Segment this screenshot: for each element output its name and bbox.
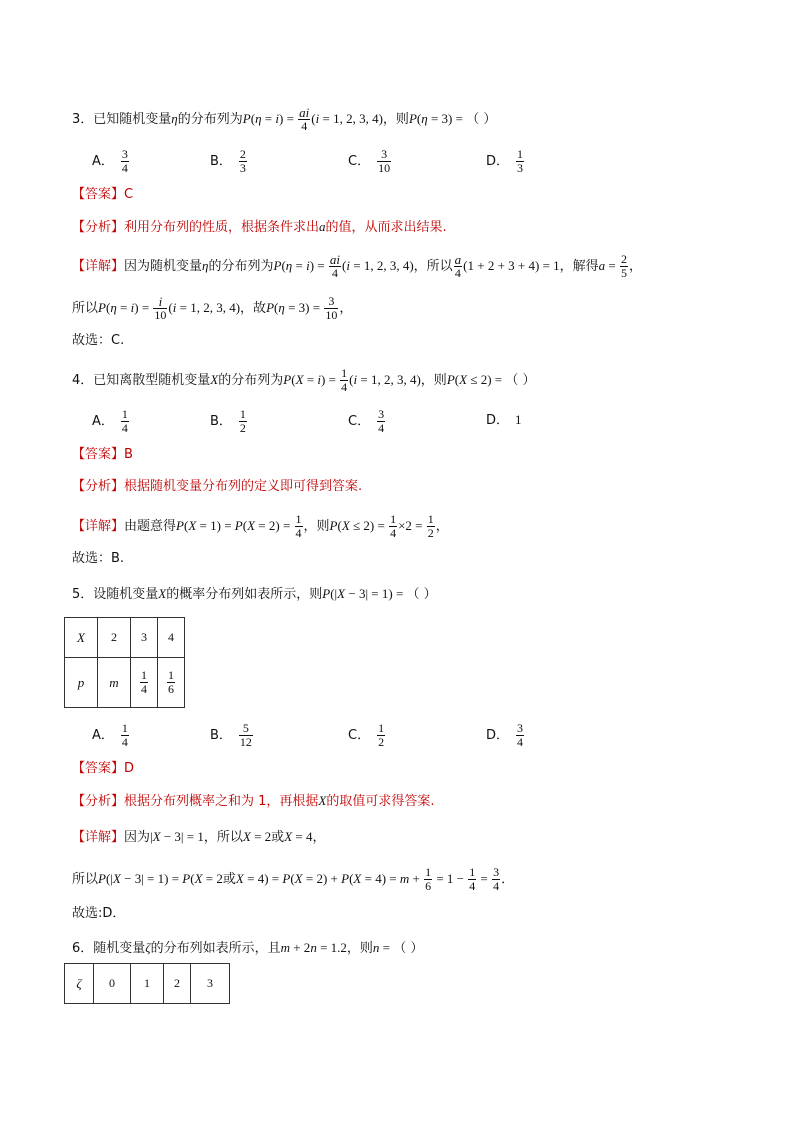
q3-conclusion: 故选：C. [72,333,125,348]
q4-detail: 【详解】由题意得P(X = 1) = P(X = 2) = $\frac{1}{4}$ ，则P(X ≤ 2) = $\frac{1}{4}$ ×2 = $\frac{1}{2}$ ， [72,512,449,540]
q5-option-a[interactable]: A． $\frac{1}{4}$ [92,721,128,749]
q5-distribution-table [64,617,185,708]
q5-detail-line2: 所以P(|X − 3| = 1) = P(X = 2或X = 4) = P(X = 2) + P(X = 4) = m + $\frac{1}{6}$ = 1 − $\frac{1}{4}$ = $\frac{3}{4}$ ． [72,865,515,893]
q6-distribution-table [64,963,230,1004]
q4-conclusion: 故选：B. [72,551,125,566]
q3-detail-line2: 所以P(η = i) = $\frac{i}{10}$ (i = 1, 2, 3, 4)，故P(η = 3) = $\frac{3}{10}$ ， [72,294,353,322]
q5-stem: 5．设随机变量X的概率分布列如表所示，则P(|X − 3| = 1) = （ ） [72,586,437,602]
q5-option-b[interactable]: B． $\frac{5}{12}$ [210,721,252,749]
q4-option-d[interactable]: D． 1 [486,412,522,428]
q5-analysis: 【分析】根据分布列概率之和为 1，再根据X的取值可求得答案. [72,793,435,809]
q6-stem: 6．随机变量ζ的分布列如表所示，且m + 2n = 1.2，则n = （ ） [72,940,424,956]
q5-conclusion: 故选:D． [72,906,126,921]
q3-detail-line1: 【详解】因为随机变量η的分布列为P(η = i) = $\frac{ai}{4}$ (i = 1, 2, 3, 4)，所以 $\frac{a}{4}$ (1 + 2 + 3 + 4) = 1，解得a = $\frac{2}{5}$ ， [72,252,643,280]
table-row: ζ 0 1 2 3 [65,964,230,1004]
q4-analysis: 【分析】根据随机变量分布列的定义即可得到答案. [72,479,363,494]
q4-option-a[interactable]: A． $\frac{1}{4}$ [92,407,128,435]
q4-option-b[interactable]: B． $\frac{1}{2}$ [210,407,246,435]
q4-stem: 4．已知离散型随机变量X的分布列为P(X = i) = $\frac{1}{4}$ (i = 1, 2, 3, 4)，则P(X ≤ 2) = （ ） [72,366,536,394]
q3-option-d[interactable]: D． $\frac{1}{3}$ [486,147,524,175]
q3-answer: 【答案】C [72,187,134,202]
q3-stem: 3．已知随机变量η的分布列为P(η = i) = $\frac{ai}{4}$ (i = 1, 2, 3, 4)，则P(η = 3) = （ ） [72,105,497,133]
q5-answer: 【答案】D [72,761,135,776]
q3-option-c[interactable]: C． $\frac{3}{10}$ [348,147,391,175]
q4-option-c[interactable]: C． $\frac{3}{4}$ [348,407,385,435]
q3-analysis: 【分析】利用分布列的性质，根据条件求出a的值，从而求出结果. [72,219,447,235]
q5-detail-line1: 【详解】因为|X − 3| = 1，所以X = 2或X = 4， [72,829,326,845]
q5-option-c[interactable]: C． $\frac{1}{2}$ [348,721,385,749]
q3-option-b[interactable]: B． $\frac{2}{3}$ [210,147,246,175]
q3-option-a[interactable]: A． $\frac{3}{4}$ [92,147,128,175]
q4-answer: 【答案】B [72,447,133,462]
q3-formula: P [242,111,251,126]
table-row: p m $\frac{1}{4}$ $\frac{1}{6}$ [65,658,185,708]
table-row: X 2 3 4 [65,618,185,658]
q5-option-d[interactable]: D． $\frac{3}{4}$ [486,721,524,749]
